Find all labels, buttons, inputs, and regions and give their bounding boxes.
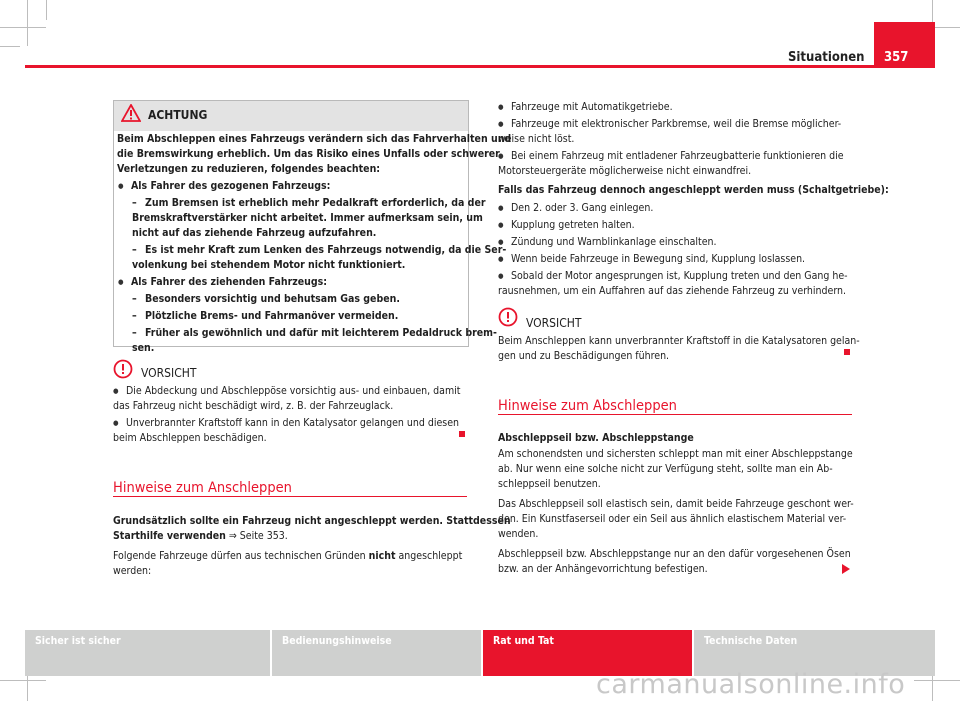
caution-title: VORSICHT: [141, 366, 197, 380]
paragraph-line: bzw. an der Anhängevorrichtung befestigen.: [498, 563, 708, 575]
crop-mark: [27, 0, 28, 46]
warning-dash-line: volenkung bei stehendem Motor nicht funktioniert.: [132, 259, 406, 271]
warning-dash-line: – Besonders vorsichtig und behutsam Gas geben.: [145, 292, 400, 307]
caution-title: VORSICHT: [526, 316, 582, 330]
caution-item: ● Die Abdeckung und Abschleppöse vorsichtig aus- und einbauen, damit: [126, 384, 461, 399]
subheading: Abschleppseil bzw. Abschleppstange: [498, 432, 694, 444]
caution-circle-icon: [498, 307, 518, 327]
emphasis-text: nicht: [368, 550, 396, 562]
footer-tab-bedienung[interactable]: [272, 630, 481, 676]
heading-rule: [498, 414, 852, 415]
vehicle-item: weise nicht löst.: [498, 133, 575, 145]
paragraph-text: Folgende Fahrzeuge dürfen aus technischen Gründen: [113, 550, 369, 562]
warning-title: ACHTUNG: [148, 108, 208, 122]
footer-tab-sicher[interactable]: [25, 630, 270, 676]
warning-bullet: ● Als Fahrer des gezogenen Fahrzeugs:: [131, 179, 330, 194]
caution-item: ● Unverbrannter Kraftstoff kann in den Katalysator gelangen und diesen: [126, 416, 459, 431]
warning-dash-line: – Früher als gewöhnlich und dafür mit leichterem Pedaldruck brem-: [145, 326, 497, 341]
warning-dash-line: sen.: [132, 342, 155, 354]
step-item: ● Sobald der Motor angesprungen ist, Kupplung treten und den Gang he-: [511, 269, 848, 284]
vehicle-item: ● Fahrzeuge mit Automatikgetriebe.: [511, 100, 673, 115]
falls-heading: Falls das Fahrzeug dennoch angeschleppt werden muss (Schaltgetriebe):: [498, 184, 889, 196]
warning-intro-line: die Bremswirkung erheblich. Um das Risiko eines Unfalls oder schwerer: [117, 148, 500, 160]
section-end-marker: [459, 431, 465, 437]
paragraph-line: Das Abschleppseil soll elastisch sein, damit beide Fahrzeuge geschont wer-: [498, 498, 854, 510]
step-item: rausnehmen, um ein Auffahren auf das ziehende Fahrzeug zu verhindern.: [498, 285, 847, 297]
caution-text: gen und zu Beschädigungen führen.: [498, 350, 670, 362]
page-number: 357: [884, 50, 909, 65]
vehicle-item: ● Bei einem Fahrzeug mit entladener Fahrzeugbatterie funktionieren die: [511, 149, 844, 164]
footer-tab-label: Technische Daten: [704, 635, 798, 647]
anschleppen-bold: [113, 529, 288, 544]
caution-text: Beim Anschleppen kann unverbrannter Kraftstoff in die Katalysatoren gelan-: [498, 335, 860, 347]
section-end-marker: [844, 349, 850, 355]
crop-mark: [0, 46, 20, 47]
warning-intro-line: Beim Abschleppen eines Fahrzeugs verändern sich das Fahrverhalten und: [117, 133, 512, 145]
heading-rule: [113, 496, 467, 497]
watermark: carmanualsonline.info: [596, 669, 906, 700]
footer-tab-label: Bedienungshinweise: [282, 635, 392, 647]
warning-dash-line: Bremskraftverstärker nicht arbeitet. Immer aufmerksam sein, um: [132, 212, 483, 224]
continue-arrow-icon: [841, 563, 851, 575]
footer-tab-label: Sicher ist sicher: [35, 635, 121, 647]
step-item: ● Wenn beide Fahrzeuge in Bewegung sind, Kupplung loslassen.: [511, 252, 805, 267]
step-item: ● Kupplung getreten halten.: [511, 218, 635, 233]
paragraph-line: schleppseil benutzen.: [498, 478, 601, 490]
paragraph-line: den. Ein Kunstfaserseil oder ein Seil aus ähnlich elastischem Material ver-: [498, 513, 847, 525]
section-heading: Hinweise zum Abschleppen: [498, 398, 677, 414]
warning-dash-line: – Plötzliche Brems- und Fahrmanöver vermeiden.: [145, 309, 398, 324]
step-item: ● Zündung und Warnblinkanlage einschalten.: [511, 235, 717, 250]
crop-mark: [914, 680, 960, 681]
anschleppen-bold: Grundsätzlich sollte ein Fahrzeug nicht angeschleppt werden. Stattdessen: [113, 515, 511, 527]
paragraph-line: Abschleppseil bzw. Abschleppstange nur an den dafür vorgesehenen Ösen: [498, 548, 851, 560]
footer-tab-label: Rat und Tat: [493, 635, 554, 647]
page-ref-label: Starthilfe verwenden: [113, 530, 226, 542]
caution-item: beim Abschleppen beschädigen.: [113, 432, 267, 444]
paragraph-text: angeschleppt: [395, 550, 463, 562]
crop-mark: [0, 27, 46, 28]
warning-dash-line: nicht auf das ziehende Fahrzeug aufzufahren.: [132, 227, 377, 239]
anschleppen-paragraph: werden:: [113, 565, 152, 577]
warning-dash-line: – Es ist mehr Kraft zum Lenken des Fahrzeugs notwendig, da die Ser-: [145, 243, 506, 258]
section-heading: Hinweise zum Anschleppen: [113, 480, 292, 496]
crop-mark: [46, 0, 47, 20]
vehicle-item: ● Fahrzeuge mit elektronischer Parkbremse, weil die Bremse möglicher-: [511, 117, 841, 132]
vehicle-item: Motorsteuergeräte möglicherweise nicht einwandfrei.: [498, 165, 752, 177]
warning-triangle-icon: [121, 104, 141, 122]
paragraph-line: Am schonendsten und sichersten schleppt man mit einer Abschleppstange: [498, 448, 853, 460]
warning-intro-line: Verletzungen zu reduzieren, folgendes beachten:: [117, 163, 381, 175]
section-title: Situationen: [788, 50, 865, 65]
page-ref-link[interactable]: ⇒ Seite 353.: [225, 530, 288, 542]
header-rule: [25, 65, 935, 68]
warning-dash-line: – Zum Bremsen ist erheblich mehr Pedalkraft erforderlich, da der: [145, 196, 486, 211]
caution-circle-icon: [113, 359, 133, 379]
warning-bullet: ● Als Fahrer des ziehenden Fahrzeugs:: [131, 275, 327, 290]
caution-item: das Fahrzeug nicht beschädigt wird, z. B. der Fahrzeuglack.: [113, 400, 394, 412]
anschleppen-paragraph: [113, 549, 462, 564]
paragraph-line: wenden.: [498, 528, 539, 540]
crop-mark: [0, 680, 46, 681]
step-item: ● Den 2. oder 3. Gang einlegen.: [511, 201, 653, 216]
paragraph-line: ab. Nur wenn eine solche nicht zur Verfügung steht, sollte man ein Ab-: [498, 463, 833, 475]
